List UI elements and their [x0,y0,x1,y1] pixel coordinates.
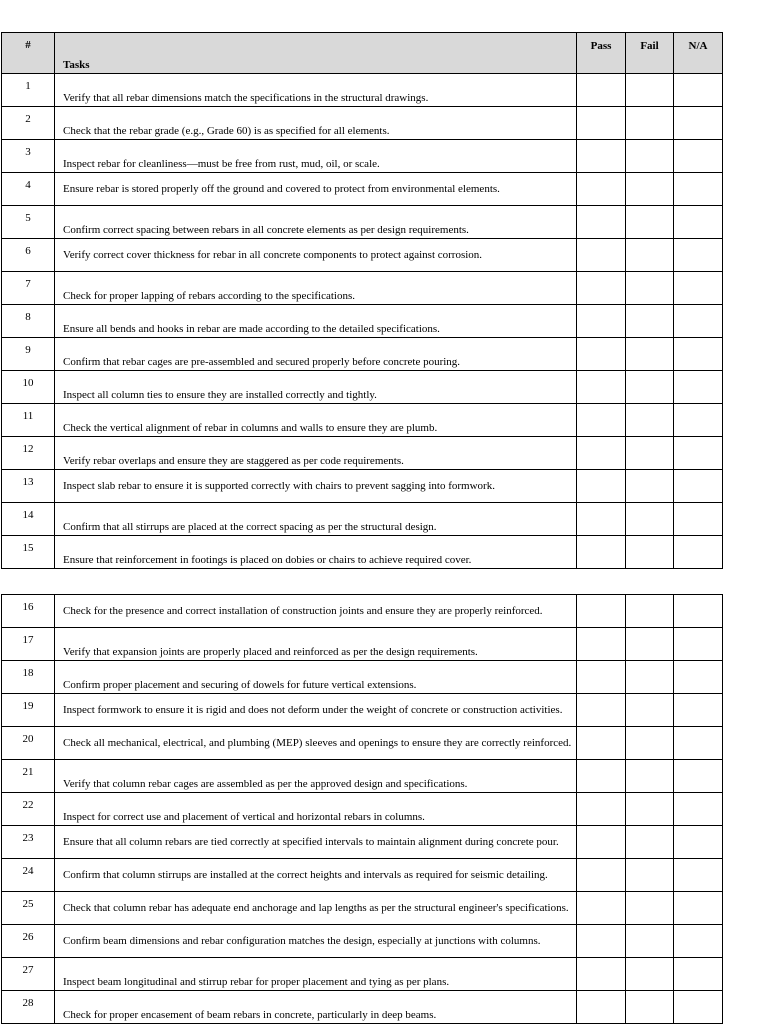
na-cell[interactable] [674,793,723,826]
table-row [2,404,723,437]
task-number: 12 [2,437,55,470]
fail-cell[interactable] [626,826,674,859]
na-cell[interactable] [674,536,723,569]
table-row [2,727,723,760]
table-row [2,272,723,305]
pass-cell[interactable] [577,503,626,536]
na-cell[interactable] [674,661,723,694]
task-description: Ensure all bends and hooks in rebar are made according to the detailed specifications. [55,305,577,338]
task-number: 21 [2,760,55,793]
header-tasks: Tasks [55,33,577,74]
task-number: 8 [2,305,55,338]
na-cell[interactable] [674,760,723,793]
task-description: Check that the rebar grade (e.g., Grade 60) is as specified for all elements. [55,107,577,140]
task-description: Check all mechanical, electrical, and plumbing (MEP) sleeves and openings to ensure they are correctly reinforced. [55,727,577,760]
task-description: Confirm that column stirrups are installed at the correct heights and intervals as required for seismic detailing. [55,859,577,892]
task-number: 22 [2,793,55,826]
fail-cell[interactable] [626,628,674,661]
pass-cell[interactable] [577,305,626,338]
pass-cell[interactable] [577,595,626,628]
task-description: Verify that column rebar cages are assembled as per the approved design and specifications. [55,760,577,793]
table-row [2,470,723,503]
table-row [2,173,723,206]
task-number: 11 [2,404,55,437]
task-description: Ensure that all column rebars are tied correctly at specified intervals to maintain alignment during concrete pour. [55,826,577,859]
task-description: Confirm that all stirrups are placed at the correct spacing as per the structural design. [55,503,577,536]
pass-cell[interactable] [577,107,626,140]
task-number: 23 [2,826,55,859]
na-cell[interactable] [674,595,723,628]
na-cell[interactable] [674,958,723,991]
fail-cell[interactable] [626,503,674,536]
checklist-table-2 [1,594,723,1024]
task-description: Inspect rebar for cleanliness—must be free from rust, mud, oil, or scale. [55,140,577,173]
task-number: 25 [2,892,55,925]
pass-cell[interactable] [577,404,626,437]
task-number: 6 [2,239,55,272]
task-description: Confirm correct spacing between rebars in all concrete elements as per design requirements. [55,206,577,239]
pass-cell[interactable] [577,338,626,371]
task-description: Ensure that reinforcement in footings is placed on dobies or chairs to achieve required cover. [55,536,577,569]
pass-cell[interactable] [577,892,626,925]
task-description: Inspect beam longitudinal and stirrup rebar for proper placement and tying as per plans. [55,958,577,991]
na-cell[interactable] [674,826,723,859]
task-description: Check that column rebar has adequate end anchorage and lap lengths as per the structural engineer's specifications. [55,892,577,925]
pass-cell[interactable] [577,371,626,404]
task-number: 4 [2,173,55,206]
table-row [2,793,723,826]
na-cell[interactable] [674,107,723,140]
table-row [2,958,723,991]
table-row [2,694,723,727]
fail-cell[interactable] [626,859,674,892]
task-description: Confirm beam dimensions and rebar configuration matches the design, especially at junctions with columns. [55,925,577,958]
table-row [2,206,723,239]
fail-cell[interactable] [626,272,674,305]
pass-cell[interactable] [577,661,626,694]
fail-cell[interactable] [626,107,674,140]
table-row [2,536,723,569]
na-cell[interactable] [674,437,723,470]
task-number: 3 [2,140,55,173]
checklist-table-1 [1,32,723,569]
pass-cell[interactable] [577,694,626,727]
fail-cell[interactable] [626,595,674,628]
fail-cell[interactable] [626,74,674,107]
pass-cell[interactable] [577,173,626,206]
fail-cell[interactable] [626,470,674,503]
table-row [2,74,723,107]
pass-cell[interactable] [577,991,626,1024]
task-number: 19 [2,694,55,727]
table-row [2,437,723,470]
fail-cell[interactable] [626,694,674,727]
na-cell[interactable] [674,991,723,1024]
task-description: Inspect slab rebar to ensure it is supported correctly with chairs to prevent sagging into formwork. [55,470,577,503]
header-pass: Pass [577,33,626,74]
na-cell[interactable] [674,206,723,239]
na-cell[interactable] [674,140,723,173]
task-number: 13 [2,470,55,503]
pass-cell[interactable] [577,470,626,503]
na-cell[interactable] [674,272,723,305]
header-number: # [2,33,55,74]
pass-cell[interactable] [577,272,626,305]
fail-cell[interactable] [626,437,674,470]
pass-cell[interactable] [577,826,626,859]
table-row [2,628,723,661]
table-row [2,991,723,1024]
fail-cell[interactable] [626,371,674,404]
task-description: Check for proper encasement of beam rebars in concrete, particularly in deep beams. [55,991,577,1024]
task-description: Check the vertical alignment of rebar in columns and walls to ensure they are plumb. [55,404,577,437]
fail-cell[interactable] [626,173,674,206]
pass-cell[interactable] [577,74,626,107]
task-number: 17 [2,628,55,661]
fail-cell[interactable] [626,338,674,371]
table-header-row [2,33,723,74]
task-number: 24 [2,859,55,892]
na-cell[interactable] [674,371,723,404]
task-number: 18 [2,661,55,694]
task-description: Verify that expansion joints are properly placed and reinforced as per the design requirements. [55,628,577,661]
table-row [2,760,723,793]
na-cell[interactable] [674,305,723,338]
fail-cell[interactable] [626,536,674,569]
task-number: 28 [2,991,55,1024]
table-row [2,305,723,338]
header-na: N/A [674,33,723,74]
na-cell[interactable] [674,694,723,727]
task-description: Verify that all rebar dimensions match the specifications in the structural drawings. [55,74,577,107]
fail-cell[interactable] [626,206,674,239]
na-cell[interactable] [674,892,723,925]
task-number: 16 [2,595,55,628]
pass-cell[interactable] [577,437,626,470]
na-cell[interactable] [674,470,723,503]
na-cell[interactable] [674,925,723,958]
header-fail: Fail [626,33,674,74]
fail-cell[interactable] [626,793,674,826]
table-row [2,859,723,892]
task-number: 26 [2,925,55,958]
fail-cell[interactable] [626,958,674,991]
pass-cell[interactable] [577,140,626,173]
fail-cell[interactable] [626,140,674,173]
pass-cell[interactable] [577,206,626,239]
na-cell[interactable] [674,338,723,371]
fail-cell[interactable] [626,760,674,793]
pass-cell[interactable] [577,628,626,661]
task-number: 14 [2,503,55,536]
table-row [2,140,723,173]
fail-cell[interactable] [626,239,674,272]
task-number: 1 [2,74,55,107]
table-row [2,826,723,859]
table-row [2,925,723,958]
table-row [2,338,723,371]
task-description: Inspect formwork to ensure it is rigid and does not deform under the weight of concrete or construction activities. [55,694,577,727]
na-cell[interactable] [674,173,723,206]
pass-cell[interactable] [577,760,626,793]
pass-cell[interactable] [577,859,626,892]
task-description: Verify rebar overlaps and ensure they are staggered as per code requirements. [55,437,577,470]
task-number: 10 [2,371,55,404]
na-cell[interactable] [674,727,723,760]
na-cell[interactable] [674,404,723,437]
table-row [2,892,723,925]
pass-cell[interactable] [577,925,626,958]
task-number: 9 [2,338,55,371]
na-cell[interactable] [674,503,723,536]
na-cell[interactable] [674,74,723,107]
table-row [2,661,723,694]
fail-cell[interactable] [626,892,674,925]
pass-cell[interactable] [577,536,626,569]
na-cell[interactable] [674,628,723,661]
pass-cell[interactable] [577,239,626,272]
table-row [2,107,723,140]
task-description: Inspect for correct use and placement of vertical and horizontal rebars in columns. [55,793,577,826]
fail-cell[interactable] [626,661,674,694]
pass-cell[interactable] [577,727,626,760]
pass-cell[interactable] [577,958,626,991]
task-description: Check for proper lapping of rebars according to the specifications. [55,272,577,305]
task-description: Confirm that rebar cages are pre-assembled and secured properly before concrete pouring. [55,338,577,371]
task-number: 27 [2,958,55,991]
task-description: Confirm proper placement and securing of dowels for future vertical extensions. [55,661,577,694]
na-cell[interactable] [674,859,723,892]
pass-cell[interactable] [577,793,626,826]
na-cell[interactable] [674,239,723,272]
table-row [2,503,723,536]
fail-cell[interactable] [626,404,674,437]
task-number: 5 [2,206,55,239]
fail-cell[interactable] [626,925,674,958]
fail-cell[interactable] [626,305,674,338]
task-description: Check for the presence and correct installation of construction joints and ensure they are properly reinforced. [55,595,577,628]
table-row [2,371,723,404]
table-row [2,239,723,272]
fail-cell[interactable] [626,991,674,1024]
table-row [2,595,723,628]
task-number: 7 [2,272,55,305]
fail-cell[interactable] [626,727,674,760]
task-description: Ensure rebar is stored properly off the ground and covered to protect from environmental elements. [55,173,577,206]
task-description: Verify correct cover thickness for rebar in all concrete components to protect against corrosion. [55,239,577,272]
task-number: 2 [2,107,55,140]
task-number: 20 [2,727,55,760]
task-description: Inspect all column ties to ensure they are installed correctly and tightly. [55,371,577,404]
task-number: 15 [2,536,55,569]
